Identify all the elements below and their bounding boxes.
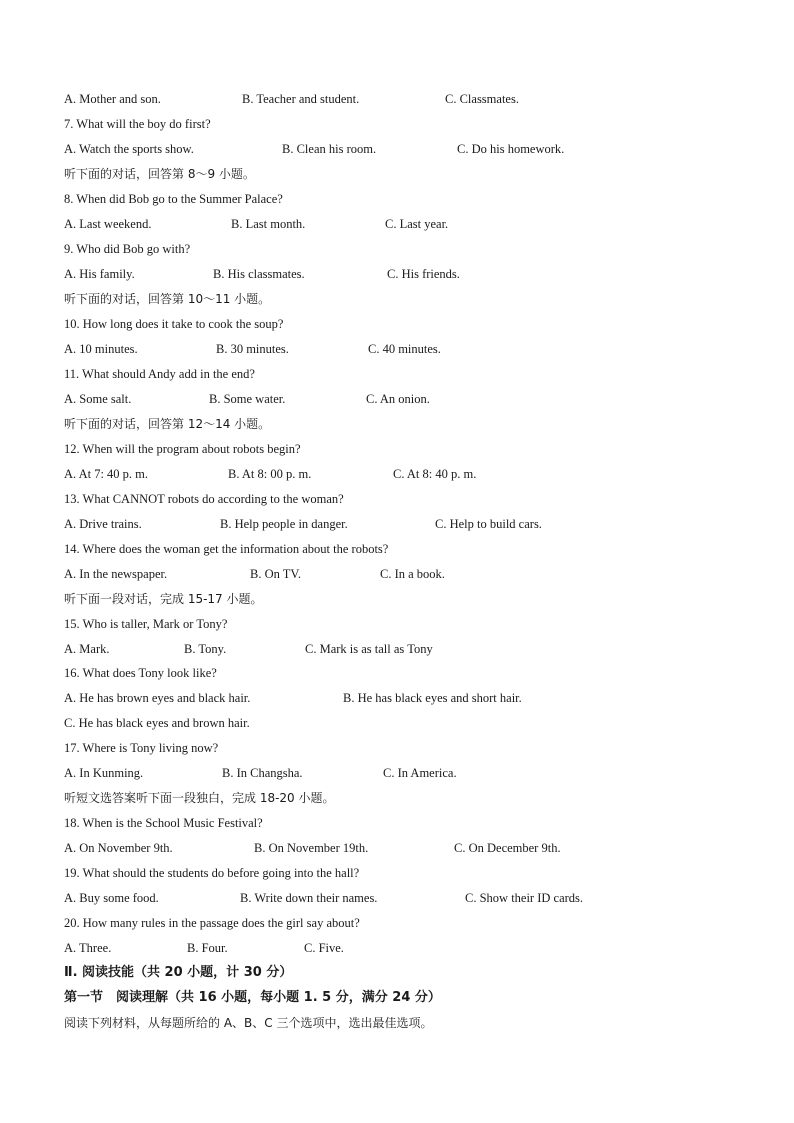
instruction-text: 听下面的对话，回答第 10～11 小题。 (64, 292, 271, 306)
answer-option: A. He has brown eyes and black hair. (64, 691, 251, 705)
answer-option: C. At 8: 40 p. m. (393, 467, 477, 481)
question-text: 14. Where does the woman get the information about the robots? (64, 542, 389, 556)
option-row (0, 516, 794, 532)
answer-option: A. At 7: 40 p. m. (64, 467, 149, 481)
answer-option: C. On December 9th. (454, 841, 561, 855)
instruction-text: 阅读下列材料，从每题所给的 A、B、C 三个选项中，选出最佳选项。 (64, 1016, 433, 1030)
question-text: 13. What CANNOT robots do according to the woman? (64, 492, 344, 506)
answer-option: B. Clean his room. (282, 142, 377, 156)
question-text: 19. What should the students do before going into the hall? (64, 866, 360, 880)
section-heading: Ⅱ. 阅读技能（共 20 小题，计 30 分） (64, 965, 293, 980)
option-row (0, 840, 794, 856)
question-text: 20. How many rules in the passage does the girl say about? (64, 916, 360, 930)
answer-option: C. In America. (383, 766, 457, 780)
answer-option: A. Last weekend. (64, 217, 152, 231)
option-row (0, 141, 794, 157)
answer-option: A. Some salt. (64, 392, 132, 406)
answer-option: C. In a book. (380, 567, 445, 581)
answer-option: B. Tony. (184, 642, 227, 656)
answer-option: B. Help people in danger. (220, 517, 348, 531)
answer-option: B. Four. (187, 941, 228, 955)
question-text: 9. Who did Bob go with? (64, 242, 191, 256)
option-row (0, 466, 794, 482)
instruction-text: 听下面的对话，回答第 12～14 小题。 (64, 417, 271, 431)
question-text: 8. When did Bob go to the Summer Palace? (64, 192, 283, 206)
option-row (0, 715, 794, 731)
answer-option: C. 40 minutes. (368, 342, 441, 356)
option-row (0, 765, 794, 781)
answer-option: A. In Kunming. (64, 766, 144, 780)
answer-option: C. Mark is as tall as Tony (305, 642, 433, 656)
option-row (0, 690, 794, 706)
answer-option: C. Last year. (385, 217, 449, 231)
answer-option: A. Watch the sports show. (64, 142, 194, 156)
option-row (0, 266, 794, 282)
option-row (0, 391, 794, 407)
answer-option: B. On November 19th. (254, 841, 369, 855)
question-text: 15. Who is taller, Mark or Tony? (64, 617, 228, 631)
answer-option: C. An onion. (366, 392, 430, 406)
instruction-text: 听短文选答案听下面一段独白，完成 18-20 小题。 (64, 791, 335, 805)
option-row (0, 890, 794, 906)
question-text: 17. Where is Tony living now? (64, 741, 219, 755)
answer-option: B. Teacher and student. (242, 92, 360, 106)
answer-option: C. He has black eyes and brown hair. (64, 716, 250, 730)
section-heading: 第一节 阅读理解（共 16 小题，每小题 1. 5 分，满分 24 分） (64, 990, 441, 1005)
option-row (0, 566, 794, 582)
answer-option: B. 30 minutes. (216, 342, 289, 356)
answer-option: A. His family. (64, 267, 135, 281)
option-row (0, 341, 794, 357)
answer-option: B. Write down their names. (240, 891, 378, 905)
answer-option: B. Some water. (209, 392, 286, 406)
question-text: 11. What should Andy add in the end? (64, 367, 255, 381)
answer-option: A. Buy some food. (64, 891, 159, 905)
option-row (0, 940, 794, 956)
answer-option: C. Five. (304, 941, 344, 955)
question-text: 12. When will the program about robots begin? (64, 442, 301, 456)
instruction-text: 听下面一段对话，完成 15-17 小题。 (64, 592, 263, 606)
answer-option: A. Mark. (64, 642, 110, 656)
answer-option: A. In the newspaper. (64, 567, 168, 581)
question-text: 16. What does Tony look like? (64, 666, 217, 680)
answer-option: B. Last month. (231, 217, 306, 231)
answer-option: C. Classmates. (445, 92, 519, 106)
answer-option: A. 10 minutes. (64, 342, 138, 356)
answer-option: B. At 8: 00 p. m. (228, 467, 312, 481)
answer-option: B. He has black eyes and short hair. (343, 691, 522, 705)
option-row (0, 641, 794, 657)
option-row (0, 216, 794, 232)
answer-option: B. His classmates. (213, 267, 305, 281)
question-text: 10. How long does it take to cook the soup? (64, 317, 284, 331)
answer-option: B. In Changsha. (222, 766, 303, 780)
answer-option: C. Do his homework. (457, 142, 565, 156)
answer-option: C. Help to build cars. (435, 517, 542, 531)
instruction-text: 听下面的对话，回答第 8～9 小题。 (64, 167, 255, 181)
answer-option: B. On TV. (250, 567, 301, 581)
answer-option: A. Mother and son. (64, 92, 161, 106)
question-text: 7. What will the boy do first? (64, 117, 211, 131)
question-text: 18. When is the School Music Festival? (64, 816, 263, 830)
option-row (0, 91, 794, 107)
answer-option: A. Drive trains. (64, 517, 142, 531)
answer-option: A. On November 9th. (64, 841, 173, 855)
answer-option: C. Show their ID cards. (465, 891, 584, 905)
answer-option: C. His friends. (387, 267, 460, 281)
answer-option: A. Three. (64, 941, 112, 955)
